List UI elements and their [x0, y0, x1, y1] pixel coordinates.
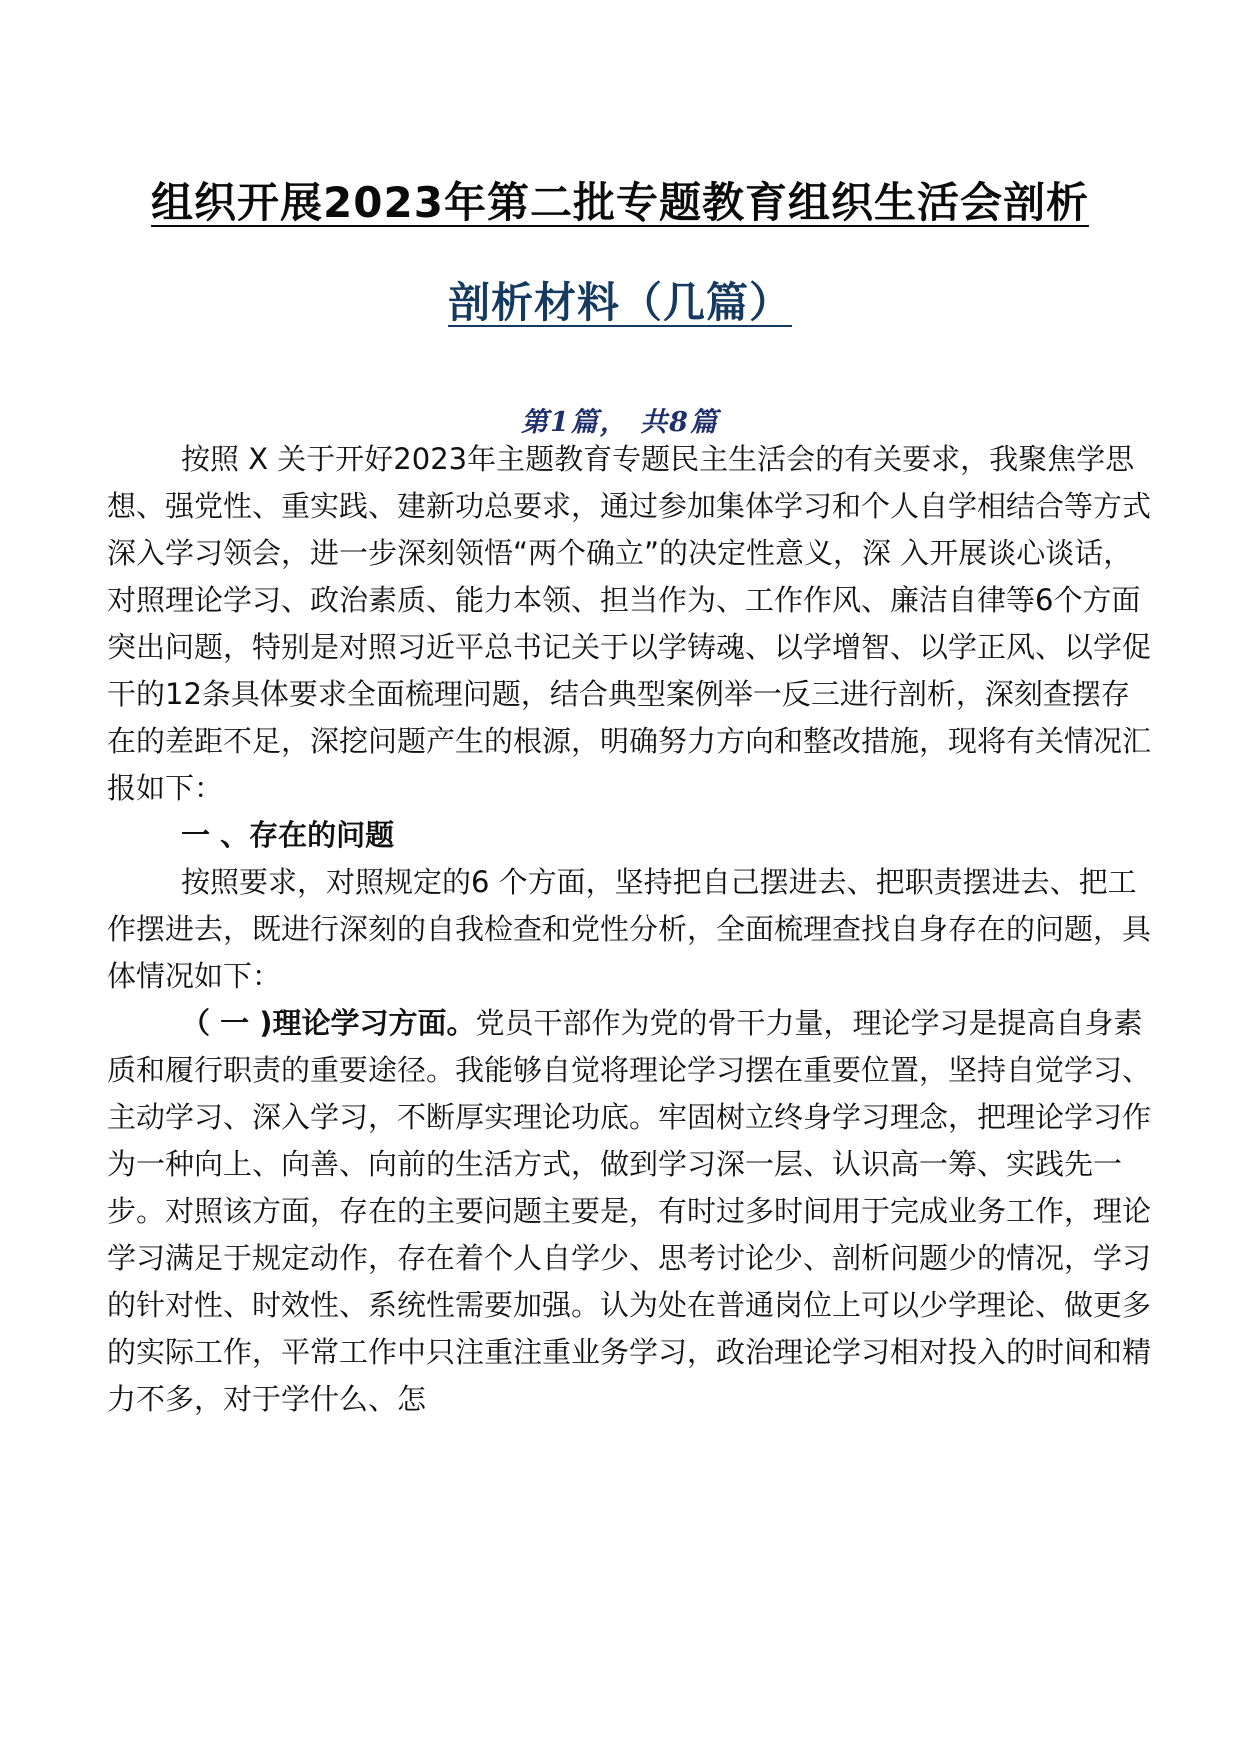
- document-subtitle: 第1篇， 共8篇: [521, 407, 719, 438]
- subsection1-lead: （ 一 )理论学习方面。: [181, 1006, 476, 1040]
- subsection1-paragraph: [107, 1000, 1157, 1423]
- document-title-line1: [0, 170, 1240, 230]
- section1-heading: 一 、存在的问题: [181, 818, 395, 852]
- section1-paragraph: 按照要求，对照规定的6 个方面，坚持把自己摆进去、把职责摆进去、把工作摆进去，既进行深刻的自我检查和党性分析，全面梳理查找自身存在的问题，具体情况如下：: [107, 865, 1152, 993]
- document-body: [107, 436, 1157, 1423]
- title-line1-text: 组织开展2023年第二批专题教育组织生活会剖析: [151, 178, 1089, 227]
- document-title-line2: [0, 270, 1240, 330]
- subsection1-text: 党员干部作为党的骨干力量，理论学习是提高自身素质和履行职责的重要途径。我能够自觉将理论学习摆在重要位置，坚持自觉学习、主动学习、深入学习，不断厚实理论功底。牢固树立终身学习理念，把理论学习作为一种向上、向善、向前的生活方式，做到学习深一层、认识高一筹、实践先一步。对照该方面，存在的主要问题主要是，有时过多时间用于完成业务工作，理论学习满足于规定动作，存在着个人自学少、思考讨论少、剖析问题少的情况，学习的针对性、时效性、系统性需要加强。认为处在普通岗位上可以少学理论、做更多的实际工作，平常工作中只注重注重业务学习，政治理论学习相对投入的时间和精力不多，对于学什么、怎: [107, 1006, 1152, 1416]
- title-line2-text: 剖析材料（几篇）: [447, 278, 792, 327]
- intro-paragraph: 按照 X 关于开好2023年主题教育专题民主生活会的有关要求，我聚焦学思想、强党性、重实践、建新功总要求，通过参加集体学习和个人自学相结合等方式深入学习领会，进一步深刻领悟“两个确立”的决定性意义，深 入开展谈心谈话，对照理论学习、政治素质、能力本领、担当作为、工作作风、廉洁自律等6个方面突出问题，特别是对照习近平总书记关于以学铸魂、以学增智、以学正风、以学促干的12条具体要求全面梳理问题，结合典型案例举一反三进行剖析，深刻查摆存在的差距不足，深挖问题产生的根源，明确努力方向和整改措施，现将有关情况汇报如下：: [107, 442, 1152, 805]
